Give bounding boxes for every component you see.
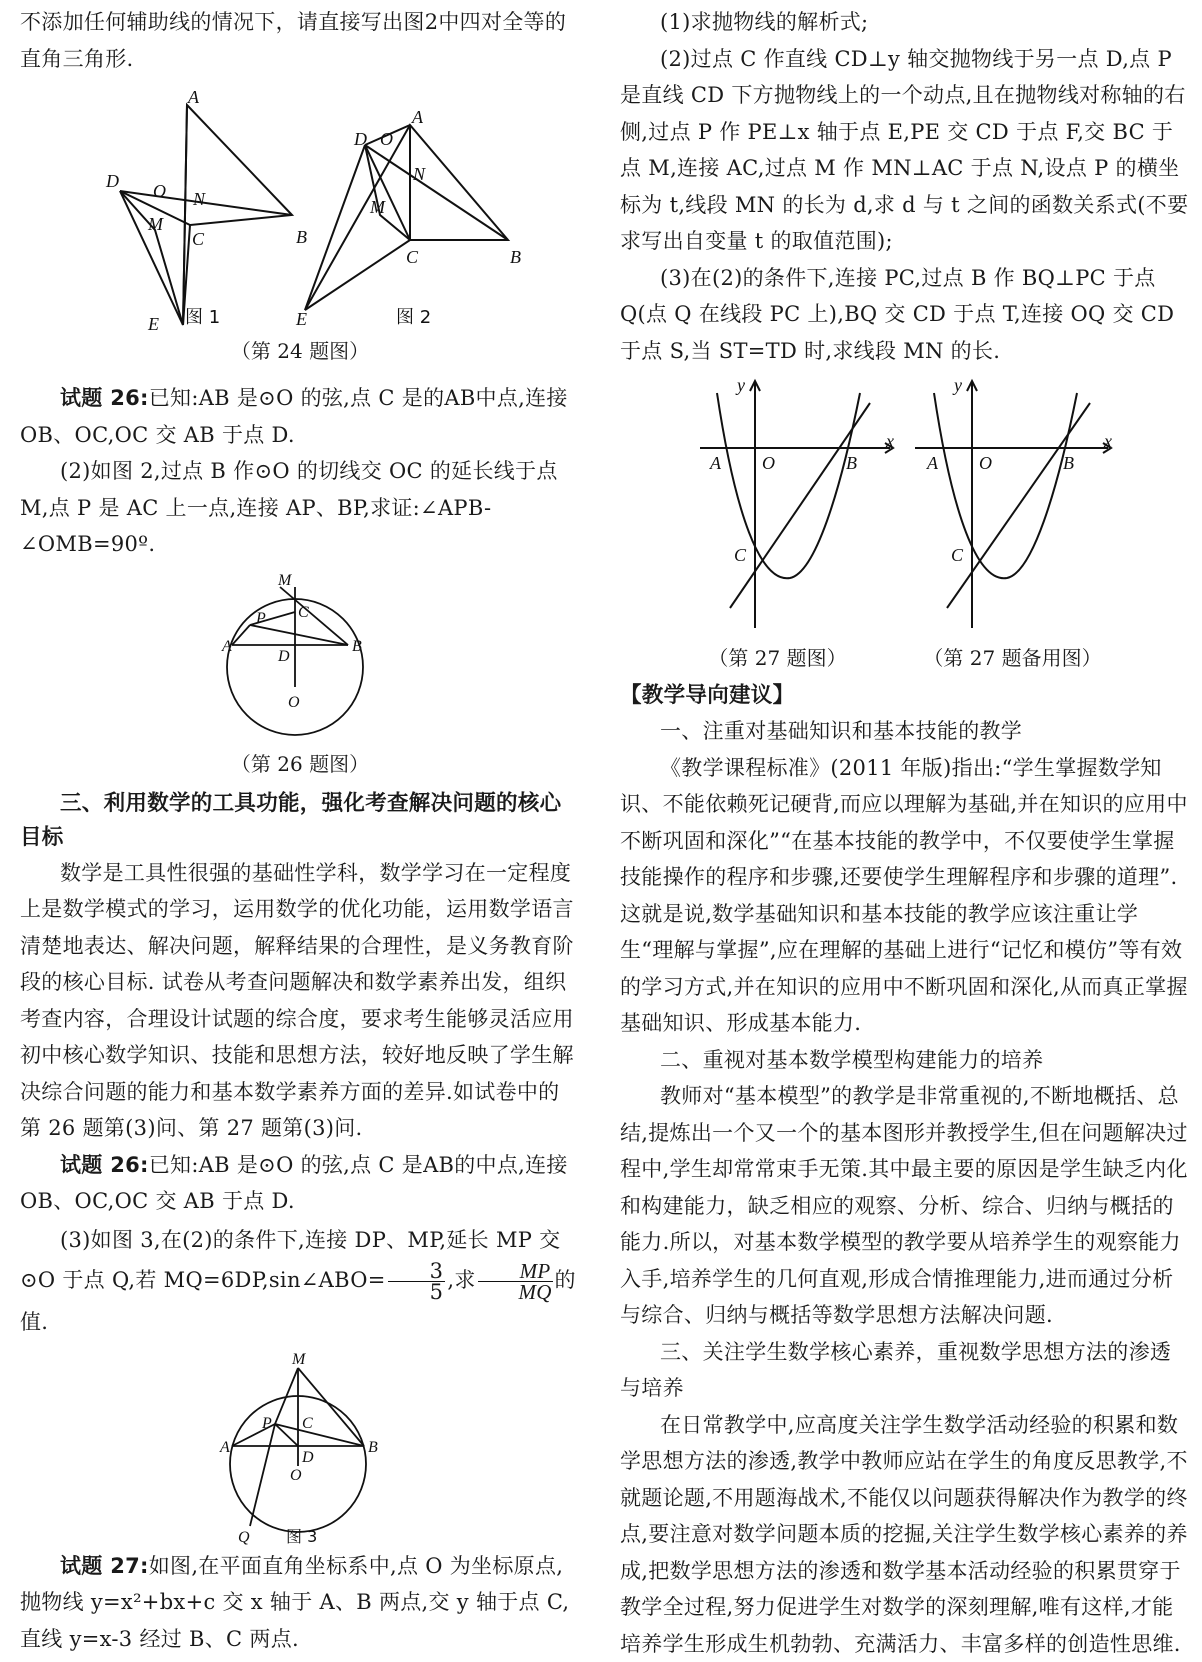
fig27-backup-caption: （第 27 题备用图） [923,643,1101,673]
q27-label: 试题 27: [60,1554,149,1578]
figure-24-labels-2 [295,107,521,329]
q27-part3: (3)在(2)的条件下,连接 PC,过点 B 作 BQ⊥PC 于点 Q(点 Q 在线段 PC 上),BQ 交 CD 于点 T,连接 OQ 交 CD 于点 S,当 ST=TD 时,求线段 MN 的长. [620,260,1190,370]
label-D: D [105,171,119,191]
section3-paragraph: 数学是工具性很强的基础性学科，数学学习在一定程度上是数学模式的学习，运用数学的优化功能，运用数学语言清楚地表达、解决问题，解释结果的合理性，是义务教育阶段的核心目标. 试卷从考查问题解决和数学素养出发，组织考查内容，合理设计试题的综合度，要求考生能够灵活应用初中核心数学知识、技能和思想方法，较好地反映了学生解决综合问题的能力和基本数学素养方面的差异.如试卷中的第 26 题第(3)问、第 27 题第(3)问. [20,855,580,1147]
f3-M: M [291,1351,307,1368]
q26a-label: 试题 26: [60,386,149,410]
g1-A: A [709,453,722,473]
label-M-2: M [369,197,386,217]
s2-title: 二、重视对基本数学模型构建能力的培养 [620,1042,1190,1079]
figure-3 [210,1346,390,1546]
frac-den: 5 [388,1282,446,1302]
label-N-2: N [412,164,426,184]
label-A: A [187,87,200,107]
q27-part1: (1)求抛物线的解析式; [620,4,1190,41]
f26-A: A [221,638,232,655]
label-O: O [153,181,166,201]
label-C-2: C [406,247,419,267]
g2-A: A [926,453,939,473]
q26b3-post: 的值. [20,1268,576,1334]
s1-title: 一、注重对基础知识和基本技能的教学 [620,713,1190,750]
fraction-mp-mq [478,1261,553,1302]
f3-C: C [302,1415,313,1432]
figure-26-caption: （第 26 题图） [20,749,580,779]
q26b3-pre: (3)如图 3,在(2)的条件下,连接 DP、MP,延长 MP 交⊙O 于点 Q,若 MQ=6DP,sin∠ABO= [20,1228,560,1292]
q26b-paragraph [20,1147,580,1220]
label-B: B [296,227,307,247]
q27-text: 如图,在平面直角坐标系中,点 O 为坐标原点,抛物线 y=x²+bx+c 交 x 轴于 A、B 两点,交 y 轴于点 C,直线 y=x-3 经过 B、C 两点. [20,1554,569,1651]
label-D-2: D [353,129,367,149]
guidance-heading: 【教学导向建议】 [620,679,1190,713]
s2-text: 教师对“基本模型”的教学是非常重视的,不断地概括、总结,提炼出一个又一个的基本图形并教授学生,但在问题解决过程中,学生却常常束手无策.其中最主要的原因是学生缺乏内化和构建能力，缺乏相应的观察、分析、综合、归纳与概括的能力.所以，对基本数学模型的教学要从培养学生的观察能力入手,培养学生的几何直观,形成合情推理能力,进而通过分析与综合、归纳与概括等数学思想方法解决问题. [620,1078,1190,1334]
frac2-num: MP [478,1261,553,1282]
q26a-text: 已知:AB 是⊙O 的弦,点 C 是的AB中点,连接 OB、OC,OC 交 AB 于点 D. [20,386,568,447]
fig27-caption: （第 27 题图） [708,643,846,673]
g2-x: x [1103,431,1112,451]
f26-O: O [288,694,300,711]
g2-B: B [1063,453,1074,473]
f3-A: A [219,1439,230,1456]
f3-D: D [301,1449,314,1466]
fraction-3-5 [388,1261,446,1302]
label-M: M [147,214,164,234]
f3-B: B [368,1439,378,1456]
label-B-2: B [510,247,521,267]
intro-paragraph: 不添加任何辅助线的情况下，请直接写出图2中四对全等的直角三角形. [20,4,580,77]
figure-27 [690,373,1120,643]
q27-paragraph [20,1548,580,1658]
s1-text: 《教学课程标准》(2011 年版)指出:“学生掌握数学知识、不能依赖死记硬背,而应以理解为基础,并在知识的应用中不断巩固和深化”“在基本技能的教学中，不仅要使学生掌握技能操作的程序和步骤,还要使学生理解程序和步骤的道理”.这就是说,数学基础知识和基本技能的教学应该注重让学生“理解与掌握”,应在理解的基础上进行“记忆和模仿”等有效的学习方式,并在知识的应用中不断巩固和深化,从而真正掌握基础知识、形成基本能力. [620,750,1190,1042]
label-E-2: E [295,309,307,329]
s3-title: 三、关注学生数学核心素养，重视数学思想方法的渗透与培养 [620,1334,1190,1407]
figure-27-captions [670,643,1140,673]
s3-text: 在日常教学中,应高度关注学生数学活动经验的积累和数学思想方法的渗透,教学中教师应站在学生的角度反思教学,不就题论题,不用题海战术,不能仅以问题获得解决作为教学的终点,要注意对数学问题本质的挖掘,关注学生数学核心素养的养成,把数学思想方法的渗透和数学基本活动经验的积累贯穿于教学全过程,努力促进学生对数学的深刻理解,唯有这样,才能培养学生形成生机勃勃、充满活力、丰富多样的创造性思维. [620,1407,1190,1662]
label-O-2: O [380,129,393,149]
f26-P: P [255,610,266,627]
f3-caption: 图 3 [286,1527,317,1546]
frac2-den: MQ [478,1282,553,1302]
g1-x: x [885,431,894,451]
section3-heading: 三、利用数学的工具功能，强化考查解决问题的核心目标 [20,787,580,855]
right-column [620,0,1190,1662]
label-N: N [192,189,206,209]
q26b3-mid: ,求 [447,1268,475,1292]
g1-O: O [762,453,775,473]
figure-24-caption: （第 24 题图） [20,336,580,366]
g1-y: y [735,375,745,395]
q27-part2: (2)过点 C 作直线 CD⊥y 轴交抛物线于另一点 D,点 P 是直线 CD 下方抛物线上的一个动点,且在抛物线对称轴的右侧,过点 P 作 PE⊥x 轴于点 E,PE 交 CD 于点 F,交 BC 于点 M,连接 AC,过点 M 作 MN⊥AC 于点 N,设点 P 的横坐标为 t,线段 MN 的长为 d,求 d 与 t 之间的函数关系式(不要求写出自变量 t 的取值范围); [620,41,1190,260]
f3-O: O [290,1467,302,1484]
f26-C: C [298,604,309,621]
q26a-part2: (2)如图 2,过点 B 作⊙O 的切线交 OC 的延长线于点 M,点 P 是 AC 上一点,连接 AP、BP,求证:∠APB-∠OMB=90º. [20,453,580,563]
g2-O: O [979,453,992,473]
figure-1-label: 图 1 [185,307,220,328]
g2-C: C [951,545,964,565]
f3-P: P [261,1415,272,1432]
g1-C: C [734,545,747,565]
g2-y: y [952,375,962,395]
f3-Q: Q [238,1529,250,1546]
q26b-label: 试题 26: [60,1153,149,1177]
figure-2-label: 图 2 [396,307,431,328]
left-column [20,0,580,1657]
g1-B: B [846,453,857,473]
label-C: C [192,229,205,249]
f26-D: D [277,648,290,665]
label-E: E [147,314,159,330]
f26-M: M [277,572,293,589]
frac-num: 3 [388,1261,446,1282]
f26-B: B [352,638,362,655]
figure-24 [60,85,540,330]
label-A-2: A [411,107,424,127]
figure-26 [220,567,380,747]
q26a-paragraph [20,380,580,453]
q26b-text: 已知:AB 是⊙O 的弦,点 C 是AB的中点,连接 OB、OC,OC 交 AB 于点 D. [20,1153,568,1214]
q26b-part3 [20,1220,580,1342]
